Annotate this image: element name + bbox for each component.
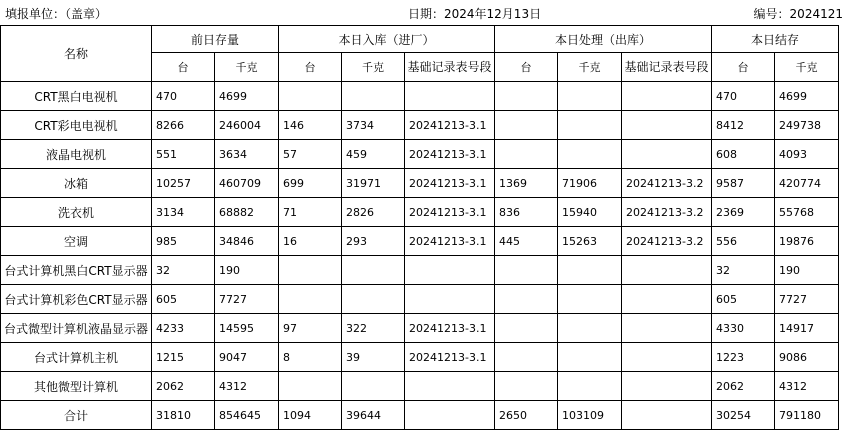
cell-in-kg[interactable]: 322 (342, 314, 405, 343)
header-out-record[interactable]: 基础记录表号段 (622, 53, 712, 82)
cell-end-count[interactable]: 608 (712, 140, 775, 169)
cell-name[interactable]: CRT黑白电视机 (1, 82, 152, 111)
cell-end-count[interactable]: 2369 (712, 198, 775, 227)
table-body (1, 82, 839, 430)
cell-out-kg[interactable] (558, 285, 622, 314)
cell-end-kg[interactable]: 14917 (775, 314, 839, 343)
cell-name[interactable]: 台式计算机黑白CRT显示器 (1, 256, 152, 285)
cell-in-ref[interactable]: 20241213-3.1 (405, 140, 495, 169)
cell-end-kg[interactable]: 420774 (775, 169, 839, 198)
cell-out-kg[interactable]: 15940 (558, 198, 622, 227)
table-row (1, 169, 839, 198)
cell-end-count[interactable]: 556 (712, 227, 775, 256)
cell-end-kg[interactable]: 19876 (775, 227, 839, 256)
header-prev-stock[interactable]: 前日存量 (152, 26, 279, 53)
cell-in-ref[interactable]: 20241213-3.1 (405, 169, 495, 198)
cell-prev-count[interactable]: 31810 (152, 401, 215, 430)
report-number: 编号：2024121 (753, 7, 843, 21)
cell-end-count[interactable]: 32 (712, 256, 775, 285)
cell-name[interactable]: 冰箱 (1, 169, 152, 198)
cell-prev-count[interactable]: 605 (152, 285, 215, 314)
cell-in-count[interactable] (279, 372, 342, 401)
header-in-count[interactable]: 台 (279, 53, 342, 82)
cell-out-ref[interactable] (622, 285, 712, 314)
cell-prev-count[interactable]: 8266 (152, 111, 215, 140)
cell-in-ref[interactable] (405, 256, 495, 285)
table-row (1, 198, 839, 227)
cell-in-ref[interactable]: 20241213-3.1 (405, 314, 495, 343)
cell-end-count[interactable]: 470 (712, 82, 775, 111)
cell-in-kg[interactable] (342, 256, 405, 285)
cell-in-count[interactable] (279, 82, 342, 111)
cell-out-kg[interactable] (558, 343, 622, 372)
cell-end-kg[interactable]: 55768 (775, 198, 839, 227)
cell-in-count[interactable]: 146 (279, 111, 342, 140)
cell-out-count[interactable]: 2650 (495, 401, 558, 430)
cell-out-count[interactable] (495, 111, 558, 140)
cell-in-kg[interactable] (342, 372, 405, 401)
cell-prev-kg[interactable]: 4312 (215, 372, 279, 401)
cell-out-kg[interactable] (558, 314, 622, 343)
cell-name[interactable]: 洗衣机 (1, 198, 152, 227)
cell-name[interactable]: 液晶电视机 (1, 140, 152, 169)
cell-name[interactable]: 台式计算机主机 (1, 343, 152, 372)
cell-out-ref[interactable]: 20241213-3.2 (622, 169, 712, 198)
cell-in-ref[interactable]: 20241213-3.1 (405, 343, 495, 372)
cell-in-ref[interactable]: 20241213-3.1 (405, 111, 495, 140)
cell-out-count[interactable]: 445 (495, 227, 558, 256)
header-out-kg[interactable]: 千克 (558, 53, 622, 82)
cell-end-count[interactable]: 8412 (712, 111, 775, 140)
cell-out-count[interactable] (495, 82, 558, 111)
cell-out-ref[interactable] (622, 256, 712, 285)
cell-in-ref[interactable] (405, 82, 495, 111)
cell-prev-count[interactable]: 4233 (152, 314, 215, 343)
cell-name[interactable]: 台式计算机彩色CRT显示器 (1, 285, 152, 314)
table-row (1, 256, 839, 285)
header-name[interactable]: 名称 (1, 26, 152, 82)
header-end-kg[interactable]: 千克 (775, 53, 839, 82)
cell-end-count[interactable]: 2062 (712, 372, 775, 401)
cell-out-ref[interactable] (622, 111, 712, 140)
cell-in-ref[interactable]: 20241213-3.1 (405, 198, 495, 227)
cell-out-count[interactable] (495, 314, 558, 343)
cell-prev-kg[interactable]: 190 (215, 256, 279, 285)
cell-prev-count[interactable]: 551 (152, 140, 215, 169)
reporting-unit-label: 填报单位：（盖章） (5, 7, 108, 21)
cell-out-kg[interactable] (558, 140, 622, 169)
cell-out-kg[interactable]: 103109 (558, 401, 622, 430)
table-row (1, 140, 839, 169)
cell-in-count[interactable]: 57 (279, 140, 342, 169)
cell-prev-count[interactable]: 470 (152, 82, 215, 111)
cell-prev-count[interactable]: 2062 (152, 372, 215, 401)
cell-prev-kg[interactable]: 460709 (215, 169, 279, 198)
table-row (1, 285, 839, 314)
table-row (1, 227, 839, 256)
cell-out-count[interactable] (495, 256, 558, 285)
cell-in-count[interactable] (279, 256, 342, 285)
table-row (1, 372, 839, 401)
cell-in-kg[interactable]: 459 (342, 140, 405, 169)
cell-out-count[interactable] (495, 285, 558, 314)
cell-in-count[interactable]: 97 (279, 314, 342, 343)
cell-prev-kg[interactable]: 7727 (215, 285, 279, 314)
cell-in-kg[interactable] (342, 285, 405, 314)
cell-in-ref[interactable] (405, 372, 495, 401)
header-inbound[interactable]: 本日入库（进厂） (279, 26, 495, 53)
table-row (1, 111, 839, 140)
cell-name[interactable]: CRT彩电电视机 (1, 111, 152, 140)
cell-name[interactable]: 空调 (1, 227, 152, 256)
cell-out-kg[interactable]: 15263 (558, 227, 622, 256)
cell-in-kg[interactable]: 293 (342, 227, 405, 256)
cell-in-count[interactable]: 1094 (279, 401, 342, 430)
cell-prev-count[interactable]: 3134 (152, 198, 215, 227)
cell-out-count[interactable]: 1369 (495, 169, 558, 198)
cell-prev-kg[interactable]: 14595 (215, 314, 279, 343)
cell-end-count[interactable]: 1223 (712, 343, 775, 372)
cell-in-ref[interactable] (405, 401, 495, 430)
cell-out-count[interactable] (495, 343, 558, 372)
cell-end-count[interactable]: 9587 (712, 169, 775, 198)
header-outbound[interactable]: 本日处理（出库） (495, 26, 712, 53)
cell-in-ref[interactable]: 20241213-3.1 (405, 227, 495, 256)
table-row (1, 82, 839, 111)
header-in-kg[interactable]: 千克 (342, 53, 405, 82)
header-prev-kg[interactable]: 千克 (215, 53, 279, 82)
table-row (1, 314, 839, 343)
cell-prev-kg[interactable]: 3634 (215, 140, 279, 169)
cell-out-kg[interactable]: 71906 (558, 169, 622, 198)
header-end-stock[interactable]: 本日结存 (712, 26, 839, 53)
cell-in-count[interactable]: 699 (279, 169, 342, 198)
cell-in-kg[interactable]: 39 (342, 343, 405, 372)
cell-in-kg[interactable]: 3734 (342, 111, 405, 140)
cell-out-count[interactable]: 836 (495, 198, 558, 227)
cell-in-count[interactable]: 16 (279, 227, 342, 256)
cell-end-count[interactable]: 30254 (712, 401, 775, 430)
cell-out-kg[interactable] (558, 82, 622, 111)
cell-end-kg[interactable]: 4312 (775, 372, 839, 401)
cell-out-ref[interactable] (622, 140, 712, 169)
cell-out-ref[interactable] (622, 372, 712, 401)
cell-in-count[interactable]: 8 (279, 343, 342, 372)
cell-out-ref[interactable]: 20241213-3.2 (622, 198, 712, 227)
cell-out-ref[interactable] (622, 82, 712, 111)
header-row-groups (1, 26, 839, 53)
cell-prev-count[interactable]: 1215 (152, 343, 215, 372)
cell-prev-kg[interactable]: 854645 (215, 401, 279, 430)
cell-in-kg[interactable]: 2826 (342, 198, 405, 227)
cell-prev-count[interactable]: 10257 (152, 169, 215, 198)
cell-in-count[interactable] (279, 285, 342, 314)
cell-end-kg[interactable]: 791180 (775, 401, 839, 430)
cell-out-ref[interactable] (622, 401, 712, 430)
cell-end-kg[interactable]: 4699 (775, 82, 839, 111)
report-date: 日期：2024年12月13日 (408, 7, 542, 21)
cell-out-count[interactable] (495, 140, 558, 169)
cell-end-kg[interactable]: 249738 (775, 111, 839, 140)
cell-name[interactable]: 台式微型计算机液晶显示器 (1, 314, 152, 343)
cell-prev-kg[interactable]: 68882 (215, 198, 279, 227)
cell-prev-count[interactable]: 32 (152, 256, 215, 285)
report-header (0, 0, 843, 25)
cell-in-kg[interactable] (342, 82, 405, 111)
cell-prev-count[interactable]: 985 (152, 227, 215, 256)
cell-out-kg[interactable] (558, 111, 622, 140)
cell-prev-kg[interactable]: 4699 (215, 82, 279, 111)
cell-in-count[interactable]: 71 (279, 198, 342, 227)
cell-end-kg[interactable]: 7727 (775, 285, 839, 314)
cell-end-count[interactable]: 605 (712, 285, 775, 314)
cell-end-kg[interactable]: 9086 (775, 343, 839, 372)
cell-end-kg[interactable]: 190 (775, 256, 839, 285)
header-prev-count[interactable]: 台 (152, 53, 215, 82)
cell-prev-kg[interactable]: 9047 (215, 343, 279, 372)
cell-out-count[interactable] (495, 372, 558, 401)
cell-out-ref[interactable] (622, 314, 712, 343)
inventory-table (0, 25, 839, 430)
cell-end-count[interactable]: 4330 (712, 314, 775, 343)
cell-out-kg[interactable] (558, 256, 622, 285)
cell-prev-kg[interactable]: 246004 (215, 111, 279, 140)
cell-out-kg[interactable] (558, 372, 622, 401)
cell-in-kg[interactable]: 31971 (342, 169, 405, 198)
cell-out-ref[interactable]: 20241213-3.2 (622, 227, 712, 256)
header-out-count[interactable]: 台 (495, 53, 558, 82)
cell-out-ref[interactable] (622, 343, 712, 372)
cell-end-kg[interactable]: 4093 (775, 140, 839, 169)
header-in-record[interactable]: 基础记录表号段 (405, 53, 495, 82)
table-row (1, 343, 839, 372)
header-end-count[interactable]: 台 (712, 53, 775, 82)
cell-prev-kg[interactable]: 34846 (215, 227, 279, 256)
cell-in-ref[interactable] (405, 285, 495, 314)
cell-in-kg[interactable]: 39644 (342, 401, 405, 430)
cell-name[interactable]: 其他微型计算机 (1, 372, 152, 401)
cell-name[interactable]: 合计 (1, 401, 152, 430)
table-row (1, 401, 839, 430)
